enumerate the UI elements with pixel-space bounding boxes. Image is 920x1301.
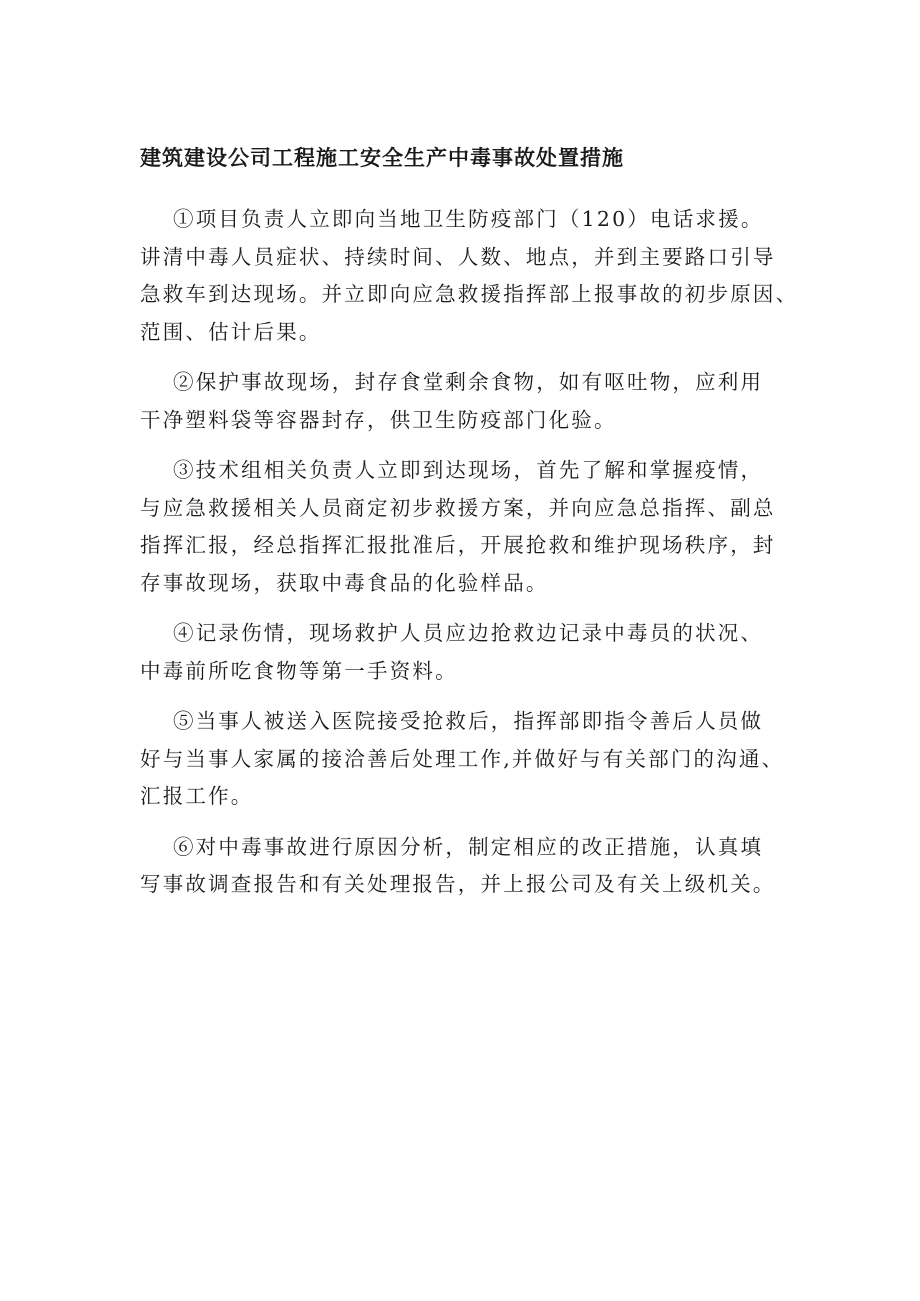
paragraph-line: ②保护事故现场，封存食堂剩余食物，如有呕吐物，应利用 — [173, 370, 764, 394]
paragraph-line: 写事故调查报告和有关处理报告，并上报公司及有关上级机关。 — [140, 872, 776, 896]
paragraph-1 — [140, 201, 799, 351]
paragraph-6 — [140, 829, 795, 904]
paragraph-line: ③技术组相关负责人立即到达现场，首先了解和掌握疫情， — [173, 458, 764, 482]
paragraph-3 — [140, 452, 795, 602]
paragraph-line: 讲清中毒人员症状、持续时间、人数、地点，并到主要路口引导 — [140, 244, 776, 269]
paragraph-line: 存事故现场，获取中毒食品的化验样品。 — [140, 570, 549, 595]
paragraph-line: 汇报工作。 — [140, 784, 254, 808]
paragraph-line: ①项目负责人立即向当地卫生防疫部门（120）电话求援。 — [173, 207, 764, 231]
document-title: 建筑建设公司工程施工安全生产中毒事故处置措施 — [140, 146, 624, 170]
paragraph-4 — [140, 615, 795, 690]
paragraph-line: ⑥对中毒事故进行原因分析，制定相应的改正措施，认真填 — [173, 834, 764, 859]
paragraph-line: 范围、估计后果。 — [140, 319, 322, 344]
paragraph-line: ⑤当事人被送入医院接受抢救后，指挥部即指令善后人员做 — [173, 709, 764, 733]
paragraph-2 — [140, 364, 795, 439]
paragraph-line: 中毒前所吃食物等第一手资料。 — [140, 658, 458, 683]
paragraph-line: 干净塑料袋等容器封存，供卫生防疫部门化验。 — [140, 407, 617, 432]
paragraph-line: 与应急救援相关人员商定初步救援方案，并向应急总指挥、副总 — [140, 495, 776, 520]
paragraph-5 — [140, 703, 795, 816]
paragraph-line: 好与当事人家属的接洽善后处理工作,并做好与有关部门的沟通、 — [140, 746, 785, 771]
paragraph-line: ④记录伤情，现场救护人员应边抢救边记录中毒员的状况、 — [173, 621, 764, 645]
paragraph-line: 指挥汇报，经总指挥汇报批准后，开展抢救和维护现场秩序，封 — [140, 533, 776, 557]
paragraph-line: 急救车到达现场。并立即向应急救援指挥部上报事故的初步原因、 — [140, 282, 799, 306]
document-body — [140, 201, 799, 917]
